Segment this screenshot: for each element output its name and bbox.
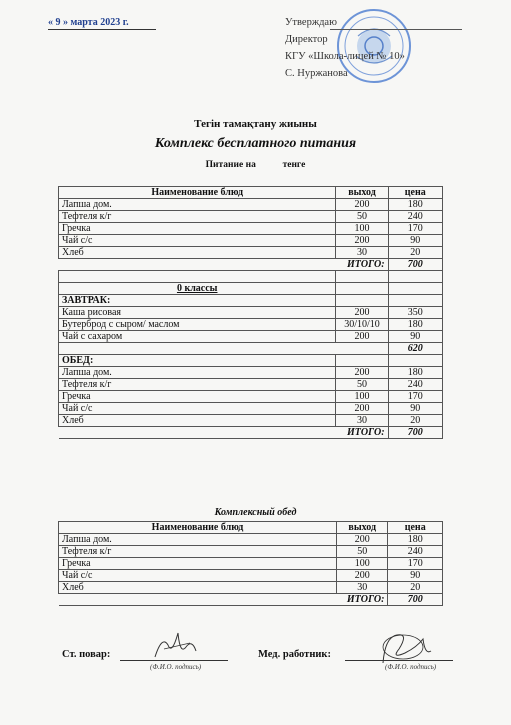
- col-header-output: выход: [336, 187, 388, 199]
- dish-name: Гречка: [59, 391, 336, 403]
- dish-output: 200: [337, 534, 388, 546]
- dish-price: 350: [388, 307, 442, 319]
- dish-name: Тефтеля к/г: [59, 211, 336, 223]
- dish-name: Тефтеля к/г: [59, 379, 336, 391]
- dish-output: 200: [336, 367, 388, 379]
- table-row: [59, 235, 443, 247]
- table-row: [59, 367, 443, 379]
- breakfast-row: [59, 295, 443, 307]
- dish-output: 100: [336, 223, 388, 235]
- total-value: 700: [388, 259, 442, 271]
- dish-price: 20: [388, 415, 442, 427]
- dish-output: 50: [336, 211, 388, 223]
- dish-output: 30: [336, 247, 388, 259]
- table-row: [59, 211, 443, 223]
- breakfast-total-row: [59, 343, 443, 355]
- breakfast-label: ЗАВТРАК:: [59, 295, 336, 307]
- dish-name: Лапша дом.: [59, 367, 336, 379]
- dish-name: Чай с/с: [59, 235, 336, 247]
- dish-output: 200: [336, 235, 388, 247]
- table-row: [59, 570, 443, 582]
- complex-lunch-title: Комплексный обед: [214, 507, 297, 518]
- grade-row: [59, 283, 443, 295]
- table-row: [59, 582, 443, 594]
- medic-caption: (Ф.И.О. подпись): [385, 663, 437, 671]
- lunch-total-value: 700: [388, 427, 442, 439]
- dish-name: Бутерброд с сыром/ маслом: [59, 319, 336, 331]
- dish-name: Гречка: [59, 558, 337, 570]
- subtitle-prefix: Питание на: [205, 160, 256, 170]
- date-underline: [48, 29, 156, 30]
- document-date: « 9 » марта 2023 г.: [48, 17, 129, 28]
- total-row: [59, 259, 443, 271]
- dish-price: 240: [388, 379, 442, 391]
- dish-price: 180: [388, 319, 442, 331]
- table-header-row: [59, 522, 443, 534]
- dish-output: 200: [336, 307, 388, 319]
- approval-line: С. Нуржанова: [285, 68, 348, 79]
- table-row: [59, 558, 443, 570]
- lunch-label: ОБЕД:: [59, 355, 336, 367]
- col-header-price: цена: [388, 522, 443, 534]
- dish-price: 240: [388, 211, 442, 223]
- dish-output: 30: [336, 415, 388, 427]
- dish-output: 30: [337, 582, 388, 594]
- table-row: [59, 247, 443, 259]
- dish-price: 20: [388, 247, 442, 259]
- approval-line: КГУ «Школа-лицей № 10»: [285, 51, 405, 62]
- dish-price: 90: [388, 331, 442, 343]
- approval-line: Утверждаю: [285, 17, 337, 28]
- table-row: [59, 415, 443, 427]
- dish-price: 180: [388, 199, 442, 211]
- cook-signature: [150, 625, 200, 665]
- col-header-price: цена: [388, 187, 442, 199]
- table-row: [59, 307, 443, 319]
- dish-output: 100: [336, 391, 388, 403]
- table-row: [59, 199, 443, 211]
- dish-price: 170: [388, 391, 442, 403]
- dish-output: 100: [337, 558, 388, 570]
- col-header-output: выход: [337, 522, 388, 534]
- table-row: [59, 331, 443, 343]
- table-row: [59, 534, 443, 546]
- dish-output: 200: [336, 331, 388, 343]
- breakfast-total-value: 620: [388, 343, 442, 355]
- lunch-total-label: ИТОГО:: [59, 427, 389, 439]
- dish-price: 180: [388, 534, 443, 546]
- dish-price: 20: [388, 582, 443, 594]
- dish-output: 200: [336, 199, 388, 211]
- table-row: [59, 546, 443, 558]
- dish-output: 200: [337, 570, 388, 582]
- approval-line: Директор: [285, 34, 328, 45]
- approval-block: [285, 14, 405, 82]
- spacer-row: [59, 271, 443, 283]
- table-row: [59, 403, 443, 415]
- dish-name: Гречка: [59, 223, 336, 235]
- dish-name: Чай с/с: [59, 570, 337, 582]
- table-row: [59, 391, 443, 403]
- dish-price: 90: [388, 403, 442, 415]
- dish-name: Хлеб: [59, 582, 337, 594]
- table-row: [59, 379, 443, 391]
- dish-price: 170: [388, 223, 442, 235]
- table-header-row: [59, 187, 443, 199]
- complex-lunch-table: [58, 521, 443, 606]
- dish-name: Тефтеля к/г: [59, 546, 337, 558]
- subtitle-suffix: тенге: [282, 160, 306, 170]
- dish-name: Хлеб: [59, 415, 336, 427]
- total-label: ИТОГО:: [59, 259, 389, 271]
- dish-name: Чай с сахаром: [59, 331, 336, 343]
- total-row: [59, 594, 443, 606]
- cook-caption: (Ф.И.О. подпись): [150, 663, 202, 671]
- dish-output: 50: [336, 379, 388, 391]
- dish-output: 50: [337, 546, 388, 558]
- col-header-name: Наименование блюд: [59, 522, 337, 534]
- main-title: Комплекс бесплатного питания: [154, 136, 357, 151]
- medic-signature: [375, 625, 435, 670]
- dish-name: Каша рисовая: [59, 307, 336, 319]
- dish-price: 180: [388, 367, 442, 379]
- table-row: [59, 319, 443, 331]
- dish-price: 170: [388, 558, 443, 570]
- dish-name: Лапша дом.: [59, 199, 336, 211]
- dish-price: 90: [388, 570, 443, 582]
- dish-output: 200: [336, 403, 388, 415]
- approval-underline: [330, 29, 462, 30]
- subtitle: [0, 160, 511, 170]
- total-value: 700: [388, 594, 443, 606]
- table-row: [59, 223, 443, 235]
- cook-label: Ст. повар:: [62, 649, 111, 660]
- dish-name: Хлеб: [59, 247, 336, 259]
- dish-output: 30/10/10: [336, 319, 388, 331]
- col-header-name: Наименование блюд: [59, 187, 336, 199]
- dish-price: 240: [388, 546, 443, 558]
- dish-name: Лапша дом.: [59, 534, 337, 546]
- medic-label: Мед. работник:: [258, 649, 331, 660]
- dish-price: 90: [388, 235, 442, 247]
- dish-name: Чай с/с: [59, 403, 336, 415]
- main-menu-table: [58, 186, 443, 439]
- grade-title: 0 классы: [59, 283, 336, 295]
- lunch-row: [59, 355, 443, 367]
- kazakh-title: Тегін тамақтану жиыны: [194, 118, 317, 130]
- total-label: ИТОГО:: [59, 594, 388, 606]
- lunch-total-row: [59, 427, 443, 439]
